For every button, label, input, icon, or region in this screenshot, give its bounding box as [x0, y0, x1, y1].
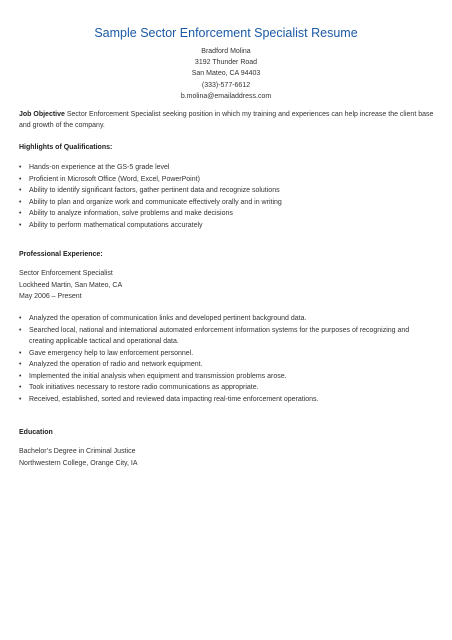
- experience-list: [19, 313, 434, 405]
- education-school: Northwestern College, Orange City, IA: [19, 459, 138, 467]
- job-objective-label: Job Objective: [19, 111, 65, 118]
- highlights-list: [19, 162, 434, 231]
- list-item: • Proficient in Microsoft Office (Word, Excel, PowerPoint): [19, 174, 434, 186]
- contact-phone: (333)-577-6612: [201, 81, 251, 89]
- contact-city: San Mateo, CA 94403: [191, 70, 261, 78]
- list-item: • Analyzed the operation of communication links and developed pertinent background data.: [19, 313, 434, 325]
- contact-name: Bradford Molina: [201, 48, 251, 55]
- education-degree: Bachelor’s Degree in Criminal Justice: [19, 448, 136, 455]
- list-item: • Took initiatives necessary to restore radio communications as appropriate.: [19, 382, 434, 394]
- education-info: [19, 446, 138, 469]
- job-company: Lockheed Martin, San Mateo, CA: [19, 281, 123, 289]
- job-title: Sector Enforcement Specialist: [19, 270, 113, 277]
- contact-block: [0, 46, 452, 102]
- experience-heading: Professional Experience:: [19, 251, 103, 258]
- job-dates: May 2006 – Present: [19, 293, 82, 300]
- list-item: • Received, established, sorted and reviewed data impacting real-time enforcement operations.: [19, 394, 434, 406]
- list-item: • Ability to analyze information, solve problems and make decisions: [19, 208, 434, 220]
- resume-title: Sample Sector Enforcement Specialist Resume: [94, 26, 358, 40]
- list-item: • Searched local, national and international automated enforcement information systems for the purposes of recognizing and creating applicable tactical and operational data.: [19, 325, 434, 348]
- highlights-heading: Highlights of Qualifications:: [19, 144, 113, 151]
- job-info: [19, 268, 122, 303]
- list-item: • Implemented the initial analysis when equipment and transmission problems arose.: [19, 371, 434, 383]
- list-item: • Ability to perform mathematical computations accurately: [19, 220, 434, 232]
- contact-street: 3192 Thunder Road: [194, 59, 258, 67]
- education-heading: Education: [19, 429, 53, 436]
- list-item: • Gave emergency help to law enforcement personnel.: [19, 348, 434, 360]
- list-item: • Hands-on experience at the GS-5 grade level: [19, 162, 434, 174]
- contact-email: b.molina@emailaddress.com: [180, 92, 272, 100]
- list-item: • Ability to plan and organize work and communicate effectively orally and in writing: [19, 197, 434, 209]
- list-item: • Analyzed the operation of radio and network equipment.: [19, 359, 434, 371]
- job-objective: [19, 109, 434, 131]
- list-item: • Ability to identify significant factors, gather pertinent data and recognize solutions: [19, 185, 434, 197]
- job-objective-text: Sector Enforcement Specialist seeking position in which my training and experiences can help increase the client base and growth of the company.: [19, 111, 434, 129]
